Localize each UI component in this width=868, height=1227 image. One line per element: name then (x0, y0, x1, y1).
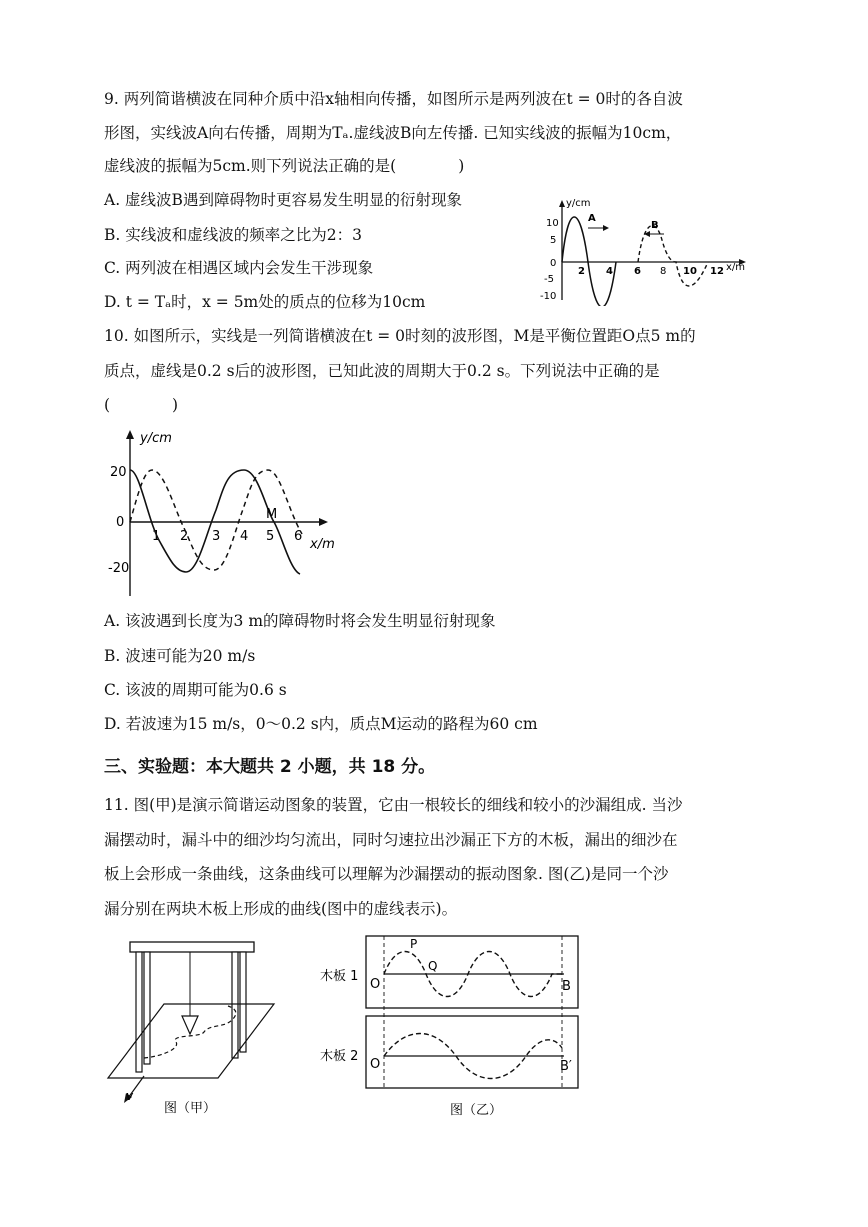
q10-line-3: ( ) (104, 396, 179, 414)
q10-option-d: D. 若波速为15 m/s，0～0.2 s内，质点M运动的路程为60 cm (104, 715, 538, 733)
fig-yi-board-1 (366, 936, 578, 1008)
q9-xtick-2: 2 (578, 266, 585, 277)
q9-line-3: 虚线波的振幅为5cm.则下列说法正确的是( ) (104, 157, 465, 175)
q11-line-4: 漏分别在两块木板上形成的曲线(图中的虚线表示)。 (104, 900, 458, 918)
q9-y-arrow (559, 200, 565, 207)
fig-jia-right-post (232, 952, 238, 1058)
q9-option-a: A. 虚线波B遇到障碍物时更容易发生明显的衍射现象 (104, 191, 462, 209)
q9-ytick-neg10: -10 (540, 291, 557, 302)
fig-yi-caption: 图（乙） (450, 1103, 503, 1118)
q10-option-a: A. 该波遇到长度为3 m的障碍物时将会发生明显衍射现象 (104, 612, 496, 630)
fig-jia-apparatus (104, 936, 284, 1121)
q11-line-3: 板上会形成一条曲线，这条曲线可以理解为沙漏摆动的振动图象. 图(乙)是同一个沙 (104, 865, 669, 883)
q10-line-2: 质点，虚线是0.2 s后的波形图，已知此波的周期大于0.2 s。下列说法中正确的是 (104, 362, 660, 380)
q9-option-c: C. 两列波在相遇区域内会发生干涉现象 (104, 259, 374, 277)
fig-jia-left-post (136, 952, 142, 1072)
q10-y-arrow (126, 430, 134, 439)
q9-ytick-10: 10 (546, 218, 559, 229)
q10-xtick-1: 1 (152, 529, 161, 544)
q9-option-b: B. 实线波和虚线波的频率之比为2：3 (104, 226, 362, 244)
q9-ytick-neg5: -5 (544, 274, 554, 285)
q9-label-b: B (651, 220, 659, 231)
fig-yi-p-label: P (410, 937, 418, 951)
q9-ytick-5: 5 (550, 235, 557, 246)
q9-option-d: D. t = Tₐ时，x = 5m处的质点的位移为10cm (104, 293, 426, 311)
q10-x-arrow (319, 518, 328, 526)
fig-jia-top-beam (130, 942, 254, 952)
q10-xtick-4: 4 (240, 529, 249, 544)
q9-xlabel: x/m (726, 262, 746, 273)
q10-wave-figure (104, 424, 344, 604)
fig-jia-board (108, 1004, 274, 1078)
q10-line-1: 10. 如图所示，实线是一列简谐横波在t = 0时刻的波形图，M是平衡位置距O点5 m的 (104, 327, 696, 345)
q10-xtick-5: 5 (266, 529, 275, 544)
q9-xtick-6: 6 (634, 266, 641, 277)
q9-xtick-4: 4 (606, 266, 613, 277)
q9-ytick-0: 0 (550, 258, 557, 269)
fig-yi-board2-label: 木板 2 (320, 1049, 359, 1064)
q10-ytick-neg20: -20 (108, 561, 130, 576)
fig-yi-o2-label: O (370, 1057, 381, 1072)
q10-xtick-6: 6 (294, 529, 303, 544)
fig-jia-caption: 图（甲） (164, 1101, 217, 1116)
q9-ylabel: y/cm (566, 198, 591, 209)
q10-label-m: M (266, 507, 278, 522)
q10-ylabel: y/cm (140, 431, 172, 446)
fig-jia-sand-funnel (182, 1016, 198, 1034)
q9-xtick-12: 12 (710, 266, 724, 277)
fig-yi-board-2 (366, 1016, 578, 1088)
q10-xtick-2: 2 (180, 529, 189, 544)
fig-yi-q-label: Q (428, 959, 438, 973)
q9-line-1: 9. 两列简谐横波在同种介质中沿x轴相向传播，如图所示是两列波在t = 0时的各自波 (104, 90, 683, 108)
q9-xtick-8: 8 (660, 266, 667, 277)
fig-yi-b2-label: B′ (560, 1059, 572, 1074)
q10-xlabel: x/m (310, 537, 335, 552)
fig-yi-b1-label: B (562, 979, 571, 994)
q9-xtick-10: 10 (683, 266, 697, 277)
q9-label-a: A (588, 213, 596, 224)
fig-yi-boards (314, 930, 584, 1122)
fig-jia-v-label: v (126, 1089, 134, 1103)
section-3-heading: 三、实验题：本大题共 2 小题，共 18 分。 (104, 757, 436, 777)
q10-xtick-3: 3 (212, 529, 221, 544)
q11-line-2: 漏摆动时，漏斗中的细沙均匀流出，同时匀速拉出沙漏正下方的木板，漏出的细沙在 (104, 831, 678, 849)
fig-yi-o1-label: O (370, 977, 381, 992)
q10-option-b: B. 波速可能为20 m/s (104, 647, 256, 665)
q10-ytick-20: 20 (110, 465, 127, 480)
q10-option-c: C. 该波的周期可能为0.6 s (104, 681, 287, 699)
q9-wave-figure (530, 196, 750, 306)
q10-ytick-0: 0 (116, 515, 125, 530)
q11-line-1: 11. 图(甲)是演示简谐运动图象的装置，它由一根较长的细线和较小的沙漏组成. 当沙 (104, 796, 683, 814)
fig-yi-board1-label: 木板 1 (320, 969, 359, 984)
q9-arrowhead-a (603, 225, 609, 231)
q9-line-2: 形图，实线波A向右传播，周期为Tₐ.虚线波B向左传播. 已知实线波的振幅为10cm， (104, 124, 682, 142)
